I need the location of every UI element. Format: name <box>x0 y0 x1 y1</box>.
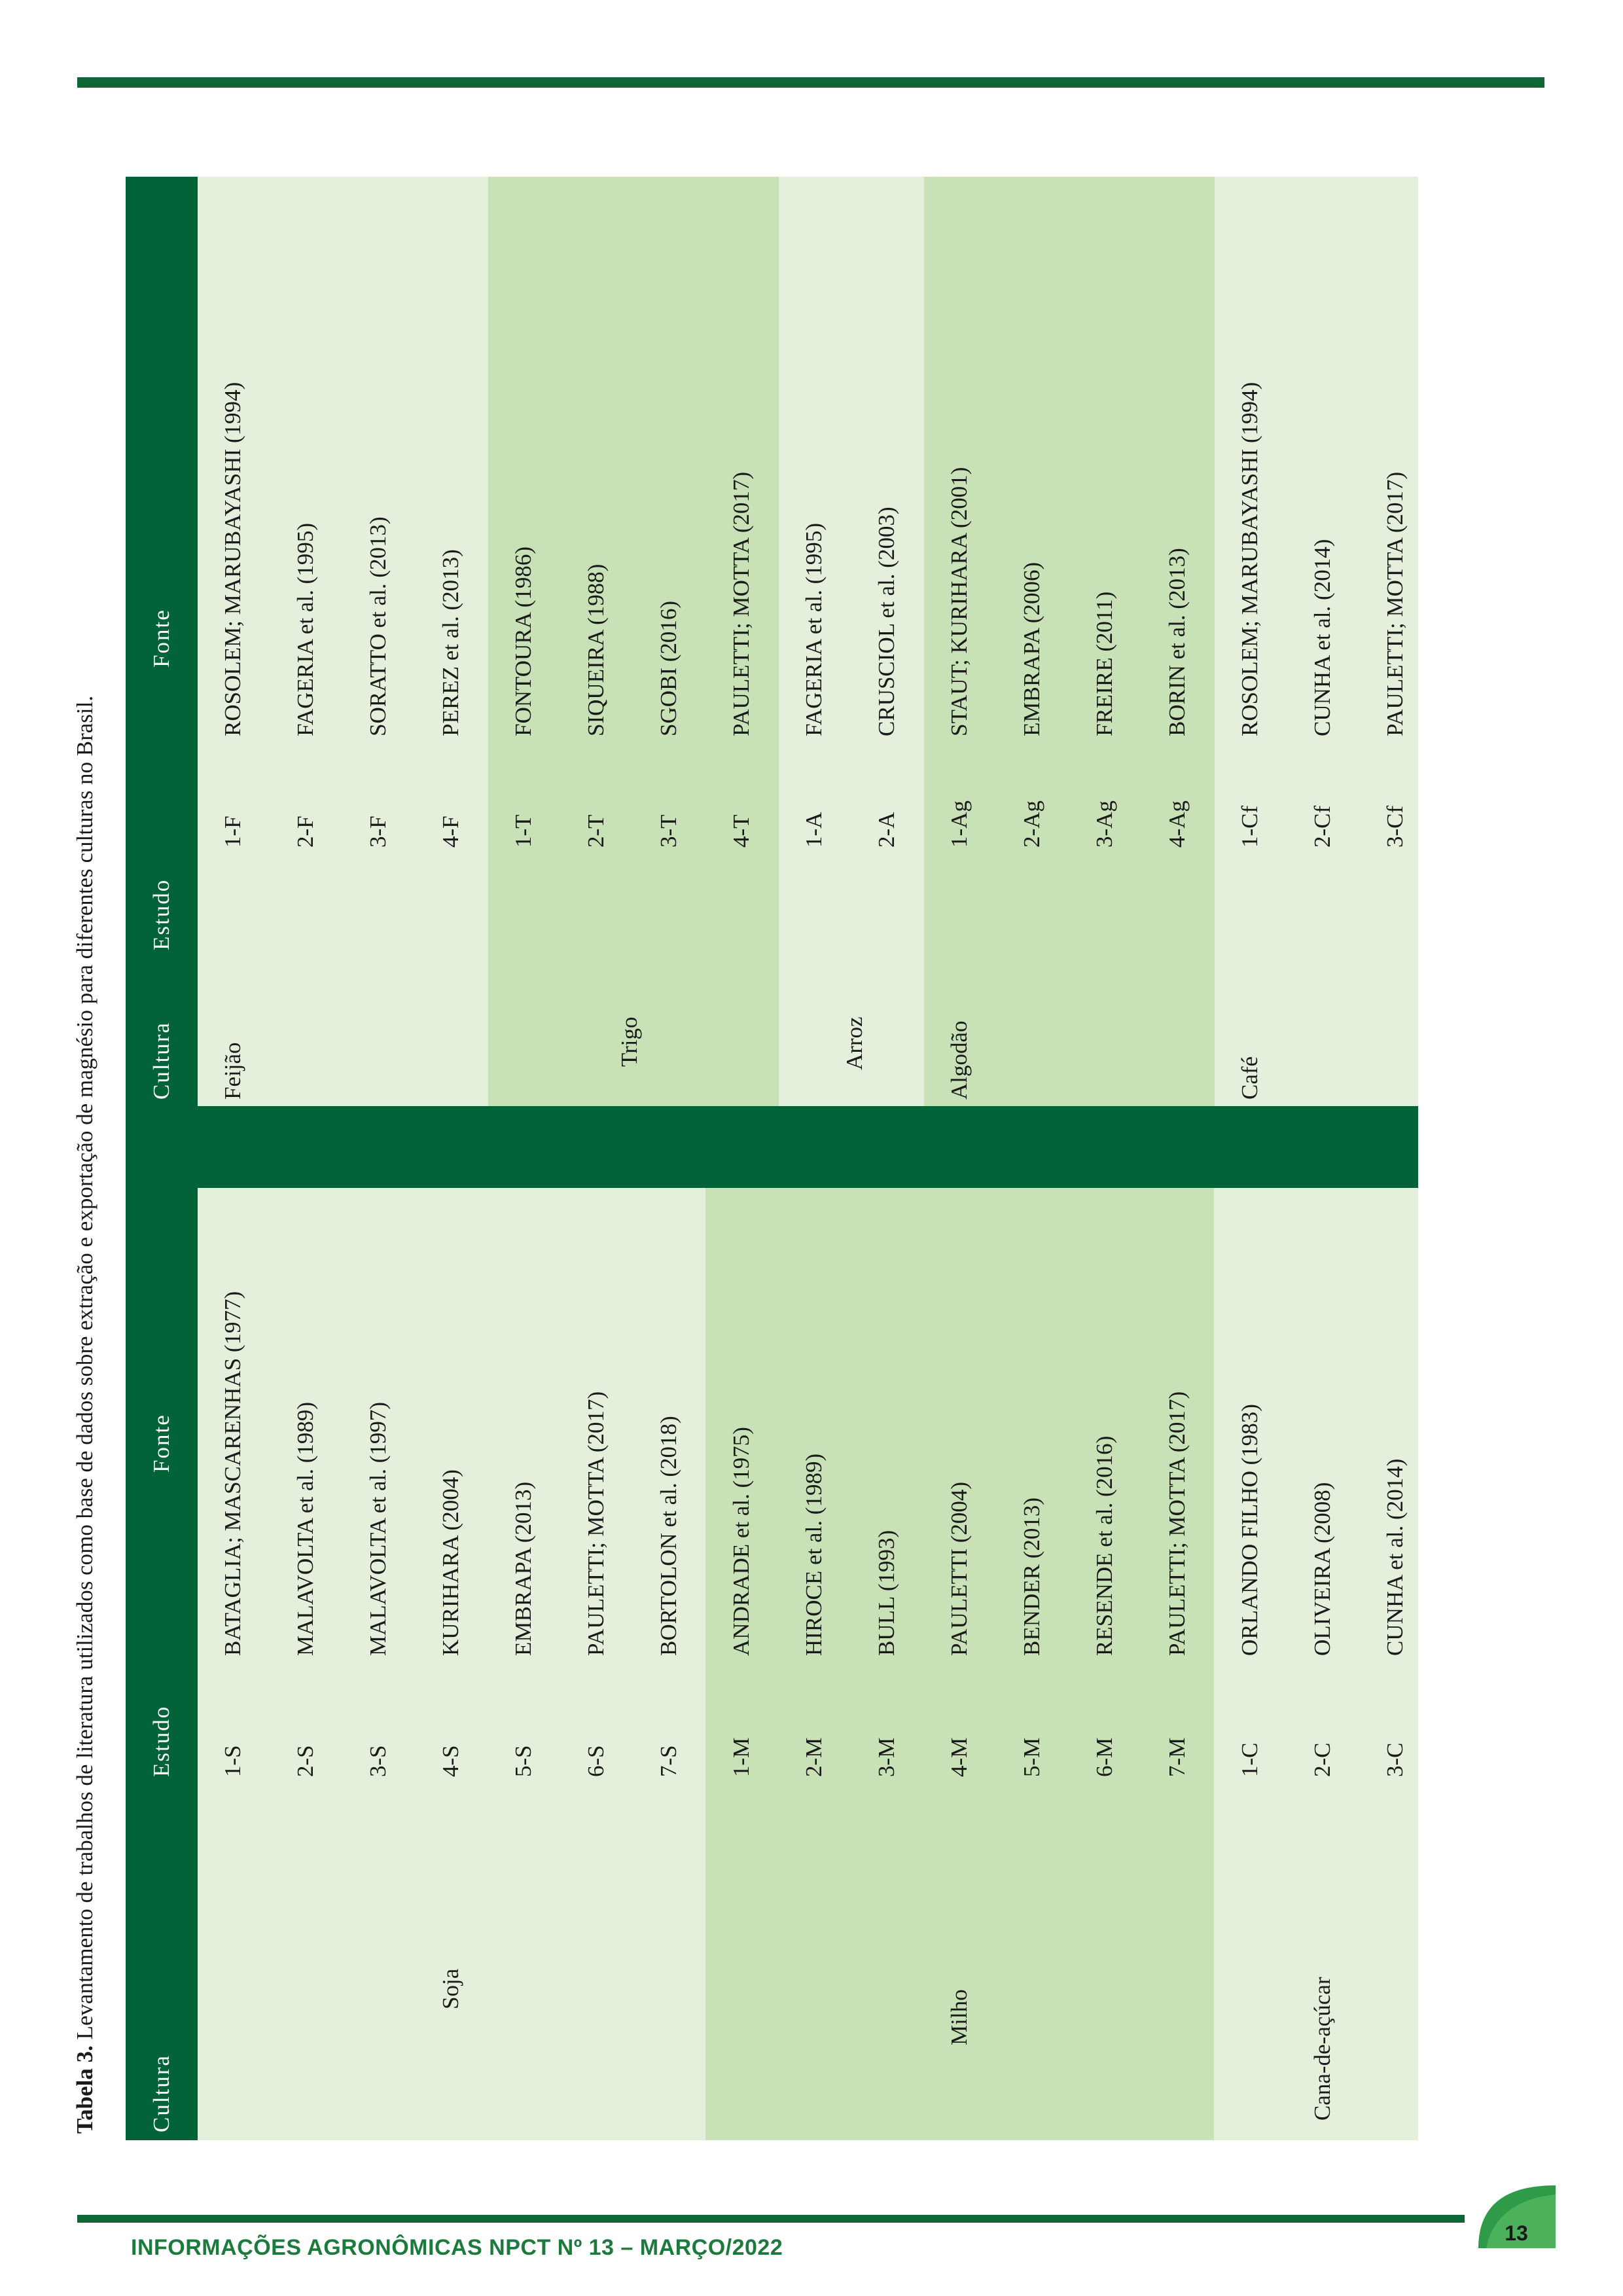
fonte-4-t: PAULETTI; MOTTA (2017) <box>728 471 754 736</box>
fonte-7-s: BORTOLON et al. (2018) <box>656 1416 681 1656</box>
fonte-3-c: CUNHA et al. (2014) <box>1382 1458 1408 1656</box>
bottom-rule <box>77 2215 1465 2223</box>
fonte-3-ag: FREIRE (2011) <box>1092 591 1117 736</box>
left-header-estudo: Estudo <box>149 1705 174 1777</box>
fonte-5-m: BENDER (2013) <box>1019 1497 1044 1656</box>
left-header-cultura: Cultura <box>149 2054 174 2132</box>
fonte-3-cf: PAULETTI; MOTTA (2017) <box>1382 471 1408 736</box>
left-header-fonte: Fonte <box>149 1414 174 1473</box>
page-number: 13 <box>1505 2221 1528 2245</box>
estudo-4-f: 4-F <box>438 816 463 848</box>
caption-label: Tabela 3. <box>72 2045 98 2134</box>
estudo-1-s: 1-S <box>220 1745 245 1777</box>
fonte-2-t: SIQUEIRA (1988) <box>583 564 609 736</box>
fonte-3-m: BULL (1993) <box>874 1530 899 1656</box>
fonte-4-f: PEREZ et al. (2013) <box>438 549 463 736</box>
fonte-5-s: EMBRAPA (2013) <box>510 1481 536 1656</box>
estudo-3-f: 3-F <box>365 816 391 848</box>
cultura-milho: Milho <box>946 1989 972 2045</box>
top-rule <box>77 77 1544 88</box>
estudo-2-ag: 2-Ag <box>1019 800 1044 848</box>
fonte-4-s: KURIHARA (2004) <box>438 1469 463 1656</box>
table-separator <box>126 1106 1418 1188</box>
estudo-5-m: 5-M <box>1019 1737 1044 1777</box>
cultura-soja: Soja <box>438 1968 463 2009</box>
fonte-2-cf: CUNHA et al. (2014) <box>1310 539 1335 736</box>
estudo-4-s: 4-S <box>438 1745 463 1777</box>
fonte-4-m: PAULETTI (2004) <box>946 1481 972 1656</box>
estudo-3-m: 3-M <box>874 1737 899 1777</box>
estudo-7-m: 7-M <box>1164 1737 1190 1777</box>
fonte-2-m: HIROCE et al. (1989) <box>801 1453 827 1656</box>
fonte-2-ag: EMBRAPA (2006) <box>1019 562 1044 736</box>
estudo-3-ag: 3-Ag <box>1092 800 1117 848</box>
caption-text: Levantamento de trabalhos de literatura utilizados como base de dados sobre extração e exportação de magnésio para diferentes culturas no Brasil. <box>72 695 98 2046</box>
cultura-feijao: Feijão <box>220 1042 245 1100</box>
estudo-1-ag: 1-Ag <box>946 800 972 848</box>
fonte-2-f: FAGERIA et al. (1995) <box>293 523 318 736</box>
estudo-1-m: 1-M <box>728 1737 754 1777</box>
fonte-1-t: FONTOURA (1986) <box>510 546 536 736</box>
cultura-cafe: Café <box>1237 1056 1262 1100</box>
estudo-2-f: 2-F <box>293 816 318 848</box>
right-header-cultura: Cultura <box>149 1022 174 1100</box>
estudo-6-s: 6-S <box>583 1745 609 1777</box>
estudo-2-m: 2-M <box>801 1737 827 1777</box>
fonte-6-s: PAULETTI; MOTTA (2017) <box>583 1391 609 1656</box>
cultura-trigo: Trigo <box>616 1016 642 1067</box>
estudo-6-m: 6-M <box>1092 1737 1117 1777</box>
fonte-2-c: OLIVEIRA (2008) <box>1310 1482 1335 1656</box>
fonte-1-m: ANDRADE et al. (1975) <box>728 1427 754 1656</box>
estudo-3-t: 3-T <box>656 814 681 848</box>
table-caption <box>65 203 105 2134</box>
right-header-fonte: Fonte <box>149 609 174 668</box>
footer-publication: INFORMAÇÕES AGRONÔMICAS NPCT Nº 13 – MARÇO/2022 <box>131 2235 783 2260</box>
estudo-1-c: 1-C <box>1237 1742 1262 1777</box>
fonte-1-cf: ROSOLEM; MARUBAYASHI (1994) <box>1237 382 1262 736</box>
estudo-2-cf: 2-Cf <box>1310 805 1335 848</box>
estudo-1-t: 1-T <box>510 814 536 848</box>
fonte-1-c: ORLANDO FILHO (1983) <box>1237 1404 1262 1656</box>
estudo-1-a: 1-A <box>801 812 827 848</box>
cultura-cana: Cana-de-açúcar <box>1310 1977 1335 2121</box>
fonte-1-a: FAGERIA et al. (1995) <box>801 523 827 736</box>
estudo-1-f: 1-F <box>220 816 245 848</box>
estudo-4-t: 4-T <box>728 814 754 848</box>
estudo-7-s: 7-S <box>656 1745 681 1777</box>
fonte-7-m: PAULETTI; MOTTA (2017) <box>1164 1391 1190 1656</box>
fonte-6-m: RESENDE et al. (2016) <box>1092 1435 1117 1656</box>
estudo-3-cf: 3-Cf <box>1382 805 1408 848</box>
fonte-2-a: CRUSCIOL et al. (2003) <box>874 507 899 736</box>
cultura-arroz: Arroz <box>842 1016 867 1070</box>
estudo-1-cf: 1-Cf <box>1237 805 1262 848</box>
fonte-3-s: MALAVOLTA et al. (1997) <box>365 1401 391 1656</box>
estudo-2-c: 2-C <box>1310 1742 1335 1777</box>
cultura-algodao: Algodão <box>946 1020 972 1100</box>
fonte-1-ag: STAUT; KURIHARA (2001) <box>946 467 972 736</box>
fonte-3-f: SORATTO et al. (2013) <box>365 516 391 736</box>
fonte-3-t: SGOBI (2016) <box>656 600 681 736</box>
estudo-4-ag: 4-Ag <box>1164 800 1190 848</box>
fonte-2-s: MALAVOLTA et al. (1989) <box>293 1401 318 1656</box>
estudo-3-s: 3-S <box>365 1745 391 1777</box>
estudo-2-t: 2-T <box>583 814 609 848</box>
right-header-estudo: Estudo <box>149 878 174 950</box>
estudo-5-s: 5-S <box>510 1745 536 1777</box>
fonte-4-ag: BORIN et al. (2013) <box>1164 548 1190 736</box>
estudo-4-m: 4-M <box>946 1737 972 1777</box>
estudo-2-a: 2-A <box>874 812 899 848</box>
estudo-2-s: 2-S <box>293 1745 318 1777</box>
right-table-header <box>126 177 198 1106</box>
estudo-3-c: 3-C <box>1382 1742 1408 1777</box>
fonte-1-f: ROSOLEM; MARUBAYASHI (1994) <box>220 382 245 736</box>
left-table-header <box>126 1188 198 2140</box>
rotated-table-frame <box>65 177 1440 2140</box>
fonte-1-s: BATAGLIA; MASCARENHAS (1977) <box>220 1291 245 1656</box>
